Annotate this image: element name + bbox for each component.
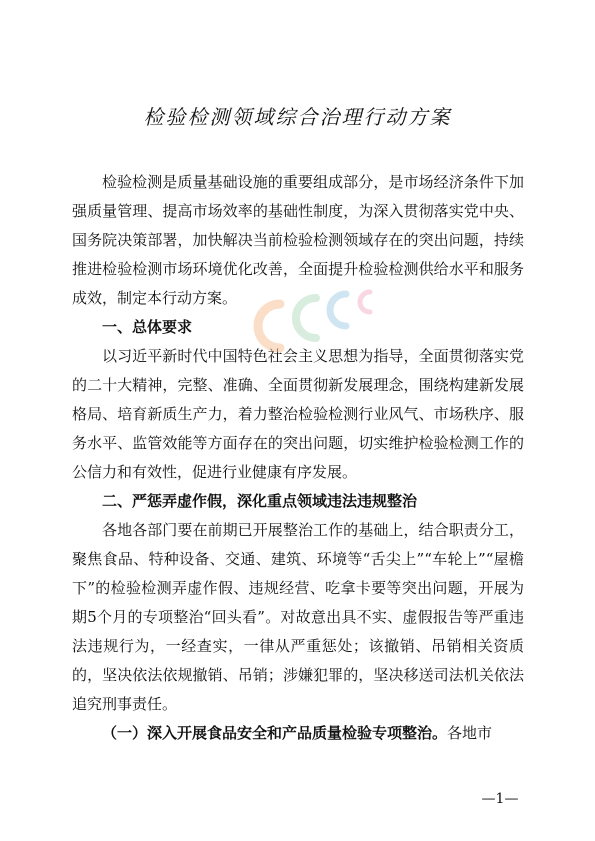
watermark-c4 — [360, 292, 370, 312]
watermark-c1 — [258, 304, 280, 348]
watermark-c2 — [296, 298, 316, 338]
section-2-paragraph: 各地各部门要在前期已开展整治工作的基础上，结合职责分工，聚焦食品、特种设备、交通、建筑、环境等“舌尖上”“车轮上”“屋檐下”的检验检测弄虚作假、违规经营、吃拿卡要等突出问题，开展为期5个月的专项整治“回头看”。对故意出具不实、虚假报告等严重违法违规行为，一经查实，一律从严重惩处；该撤销、吊销相关资质的，坚决依法依规撤销、吊销；涉嫌犯罪的，坚决移送司法机关依法追究刑事责任。 — [72, 521, 524, 713]
document-title: 检验检测领域综合治理行动方案 — [143, 105, 452, 129]
subsection-1-tail: 各地市 — [447, 724, 493, 742]
section-heading-1: 一、总体要求 — [102, 318, 193, 336]
watermark-graphic — [246, 284, 386, 374]
intro-paragraph: 检验检测是质量基础设施的重要组成部分，是市场经济条件下加强质量管理、提高市场效率的基础性制度，为深入贯彻落实党中央、国务院决策部署，加快解决当前检验检测领域存在的突出问题，持续推进检验检测市场环境优化改善，全面提升检验检测供给水平和服务成效，制定本行动方案。 — [72, 173, 524, 307]
section-1-paragraph: 以习近平新时代中国特色社会主义思想为指导，全面贯彻落实党的二十大精神，完整、准确、全面贯彻新发展理念，围绕构建新发展格局、培育新质生产力，着力整治检验检测行业风气、市场秩序、服务水平、监管效能等方面存在的突出问题，切实维护检验检测工作的公信力和有效性，促进行业健康有序发展。 — [72, 347, 524, 481]
page-number: —1— — [481, 791, 519, 807]
document-body — [72, 168, 524, 748]
watermark-logo — [246, 284, 386, 374]
subsection-1-paragraph — [72, 719, 524, 748]
subsection-1-lead: （一）深入开展食品安全和产品质量检验专项整治。 — [102, 724, 448, 742]
watermark-c3 — [330, 294, 346, 326]
section-heading-2: 二、严惩弄虚作假，深化重点领域违法违规整治 — [102, 492, 418, 510]
